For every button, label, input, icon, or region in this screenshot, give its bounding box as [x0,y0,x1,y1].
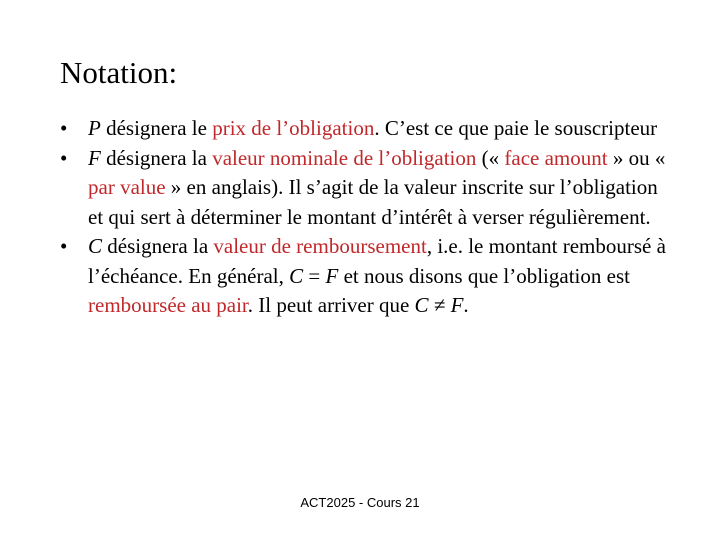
bullet-text: , i.e. le montant remboursé à l’échéance. En général, [88,234,666,288]
bullet-text: et nous disons que l’obligation est [338,263,630,288]
variable-p: P [88,116,101,140]
bullet-text: = [303,263,326,288]
bullet-text: désignera la [102,234,214,258]
bullet-item-face-value [60,144,670,233]
highlight-term: remboursée au pair [88,293,248,317]
highlight-term: par value [88,175,166,199]
bullet-text: ≠ [428,293,451,317]
bullet-text: désignera la [100,145,213,170]
bullet-item-redemption [60,232,670,321]
bullet-text: . [463,293,469,317]
bullet-item-price [60,114,670,144]
variable-f: F [450,293,464,317]
bullet-text: » en anglais). Il s’agit de la valeur inscrite sur l’obligation et qui sert à déterminer le montant d’intérêt à verser régulièrement. [88,175,658,229]
highlight-term: prix de l’obligation [212,116,375,140]
variable-c: C [289,263,304,288]
bullet-text: (« [476,145,505,170]
bullet-text: désignera le [100,116,213,140]
highlight-term: face amount [504,145,608,170]
variable-c: C [414,293,429,317]
variable-f: F [325,263,339,288]
bullet-text: » ou « [607,145,666,170]
bullet-dot-icon: • [60,145,68,170]
bullet-dot-icon: • [60,234,68,258]
slide-title: Notation: [60,55,178,90]
highlight-term: valeur nominale de l’obligation [212,145,477,170]
slide-footer: ACT2025 - Cours 21 [300,495,420,510]
variable-c: C [88,234,103,258]
highlight-term: valeur de remboursement [213,234,427,258]
bullet-text: . Il peut arriver que [247,293,415,317]
bullet-dot-icon: • [60,116,68,140]
variable-f: F [88,145,101,170]
bullet-list [60,114,670,321]
bullet-text: . C’est ce que paie le souscripteur [374,116,658,140]
